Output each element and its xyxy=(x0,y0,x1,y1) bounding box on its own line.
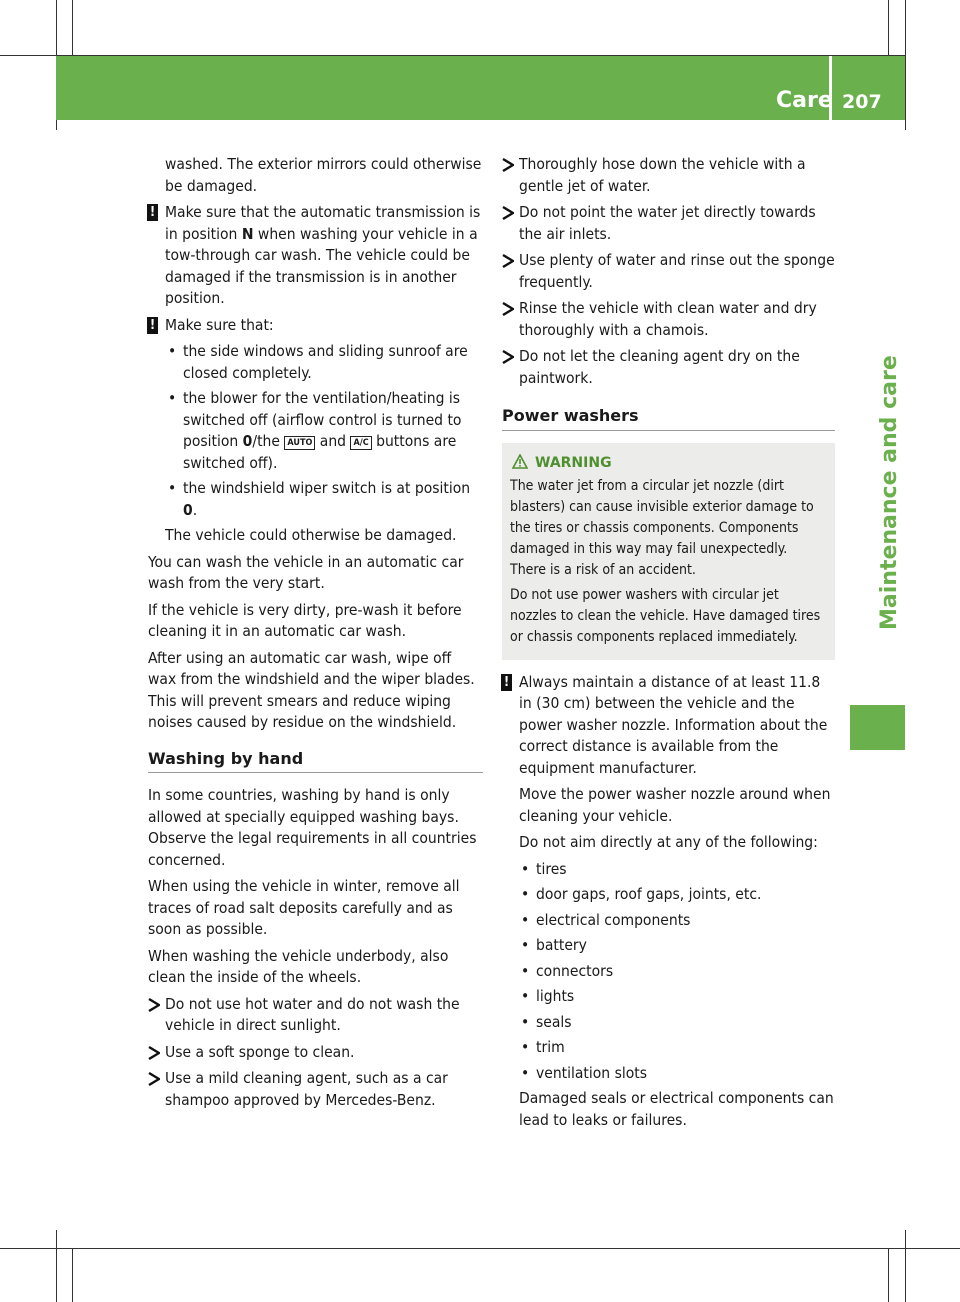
arrow-right-icon xyxy=(502,350,514,364)
exclamation-icon: ! xyxy=(501,674,512,691)
list-item: • the side windows and sliding sunroof are closed completely. xyxy=(148,341,483,384)
action-step: Use plenty of water and rinse out the sponge frequently. xyxy=(502,250,835,293)
side-tab-label: Maintenance and care xyxy=(877,355,902,630)
list-item: • tires xyxy=(519,859,835,881)
list-item: • electrical components xyxy=(519,910,835,932)
crop-mark xyxy=(905,1230,906,1302)
side-tab-marker xyxy=(850,705,905,750)
note-paragraph: ! Make sure that the automatic transmission is in position N when washing your vehicle in a tow-through car wash. The vehicle could be damaged if the transmission is in another position. xyxy=(148,202,483,310)
exclamation-icon: ! xyxy=(147,204,158,221)
section-heading: Washing by hand xyxy=(148,748,483,774)
arrow-right-icon xyxy=(502,302,514,316)
crop-mark xyxy=(56,1230,57,1302)
crop-mark xyxy=(888,0,889,56)
right-column xyxy=(502,154,835,1136)
note-paragraph: ! Always maintain a distance of at least 11.8 in (30 cm) between the vehicle and the power washer nozzle. Information about the correct distance is available from the equipment manufacturer. xyxy=(502,672,835,780)
list-item: • battery xyxy=(519,935,835,957)
section-heading: Power washers xyxy=(502,405,835,431)
left-column xyxy=(148,154,483,1116)
arrow-right-icon xyxy=(148,998,160,1012)
warning-heading: WARNING xyxy=(510,453,827,474)
warning-box xyxy=(502,443,835,660)
list-item: • seals xyxy=(519,1012,835,1034)
action-step: Rinse the vehicle with clean water and dry thoroughly with a chamois. xyxy=(502,298,835,341)
paragraph: washed. The exterior mirrors could otherwise be damaged. xyxy=(165,155,482,195)
action-step: Use a mild cleaning agent, such as a car shampoo approved by Mercedes-Benz. xyxy=(148,1068,483,1111)
action-step: Use a soft sponge to clean. xyxy=(148,1042,483,1064)
page-number: 207 xyxy=(842,91,882,113)
paragraph: When using the vehicle in winter, remove all traces of road salt deposits carefully and as soon as possible. xyxy=(148,877,460,938)
paragraph: Move the power washer nozzle around when cleaning your vehicle. xyxy=(519,785,831,825)
warning-triangle-icon xyxy=(512,454,528,469)
list-item: • the blower for the ventilation/heating is switched off (airflow control is turned to position 0/the AUTO and A/C buttons are switched off). xyxy=(148,388,483,474)
crop-mark xyxy=(72,0,73,56)
crop-mark xyxy=(905,0,906,130)
arrow-right-icon xyxy=(502,206,514,220)
exclamation-icon: ! xyxy=(147,317,158,334)
action-step: Do not point the water jet directly towards the air inlets. xyxy=(502,202,835,245)
warning-text: The water jet from a circular jet nozzle (dirt blasters) can cause invisible exterior damage to the tires or chassis components. Components damaged in this way may fail unexpectedly. There is a risk of an accident. xyxy=(510,477,814,578)
crop-mark xyxy=(0,1248,960,1249)
paragraph: You can wash the vehicle in an automatic car wash from the very start. xyxy=(148,552,464,592)
action-step: Do not let the cleaning agent dry on the paintwork. xyxy=(502,346,835,389)
paragraph: The vehicle could otherwise be damaged. xyxy=(165,526,457,544)
crop-mark xyxy=(888,1248,889,1302)
paragraph: In some countries, washing by hand is only allowed at specially equipped washing bays. Observe the legal requirements in all countries concerned. xyxy=(148,786,477,869)
warning-text: Do not use power washers with circular jet nozzles to clean the vehicle. Have damaged tires or chassis components replaced immediately. xyxy=(510,586,821,645)
action-step: Thoroughly hose down the vehicle with a gentle jet of water. xyxy=(502,154,835,197)
arrow-right-icon xyxy=(502,158,514,172)
list-item: • connectors xyxy=(519,961,835,983)
paragraph: Damaged seals or electrical components can lead to leaks or failures. xyxy=(519,1089,834,1129)
auto-button-icon: AUTO xyxy=(284,436,315,450)
paragraph: If the vehicle is very dirty, pre-wash it before cleaning it in an automatic car wash. xyxy=(148,600,462,640)
paragraph: When washing the vehicle underbody, also clean the inside of the wheels. xyxy=(148,946,449,986)
paragraph: Do not aim directly at any of the following: xyxy=(519,833,818,851)
crop-mark xyxy=(72,1248,73,1302)
list-item: • the windshield wiper switch is at position 0. xyxy=(148,478,483,521)
paragraph: After using an automatic car wash, wipe off wax from the windshield and the wiper blades. This will prevent smears and reduce wiping noises caused by residue on the windshield. xyxy=(148,648,475,731)
list-item: • ventilation slots xyxy=(519,1063,835,1085)
note-paragraph: ! Make sure that: xyxy=(148,315,483,337)
arrow-right-icon xyxy=(148,1046,160,1060)
section-title: Care xyxy=(776,88,833,113)
list-item: • lights xyxy=(519,986,835,1008)
list-item: • door gaps, roof gaps, joints, etc. xyxy=(519,884,835,906)
arrow-right-icon xyxy=(502,254,514,268)
list-item: • trim xyxy=(519,1037,835,1059)
ac-button-icon: A/C xyxy=(350,436,371,450)
action-step: Do not use hot water and do not wash the vehicle in direct sunlight. xyxy=(148,994,483,1037)
arrow-right-icon xyxy=(148,1072,160,1086)
